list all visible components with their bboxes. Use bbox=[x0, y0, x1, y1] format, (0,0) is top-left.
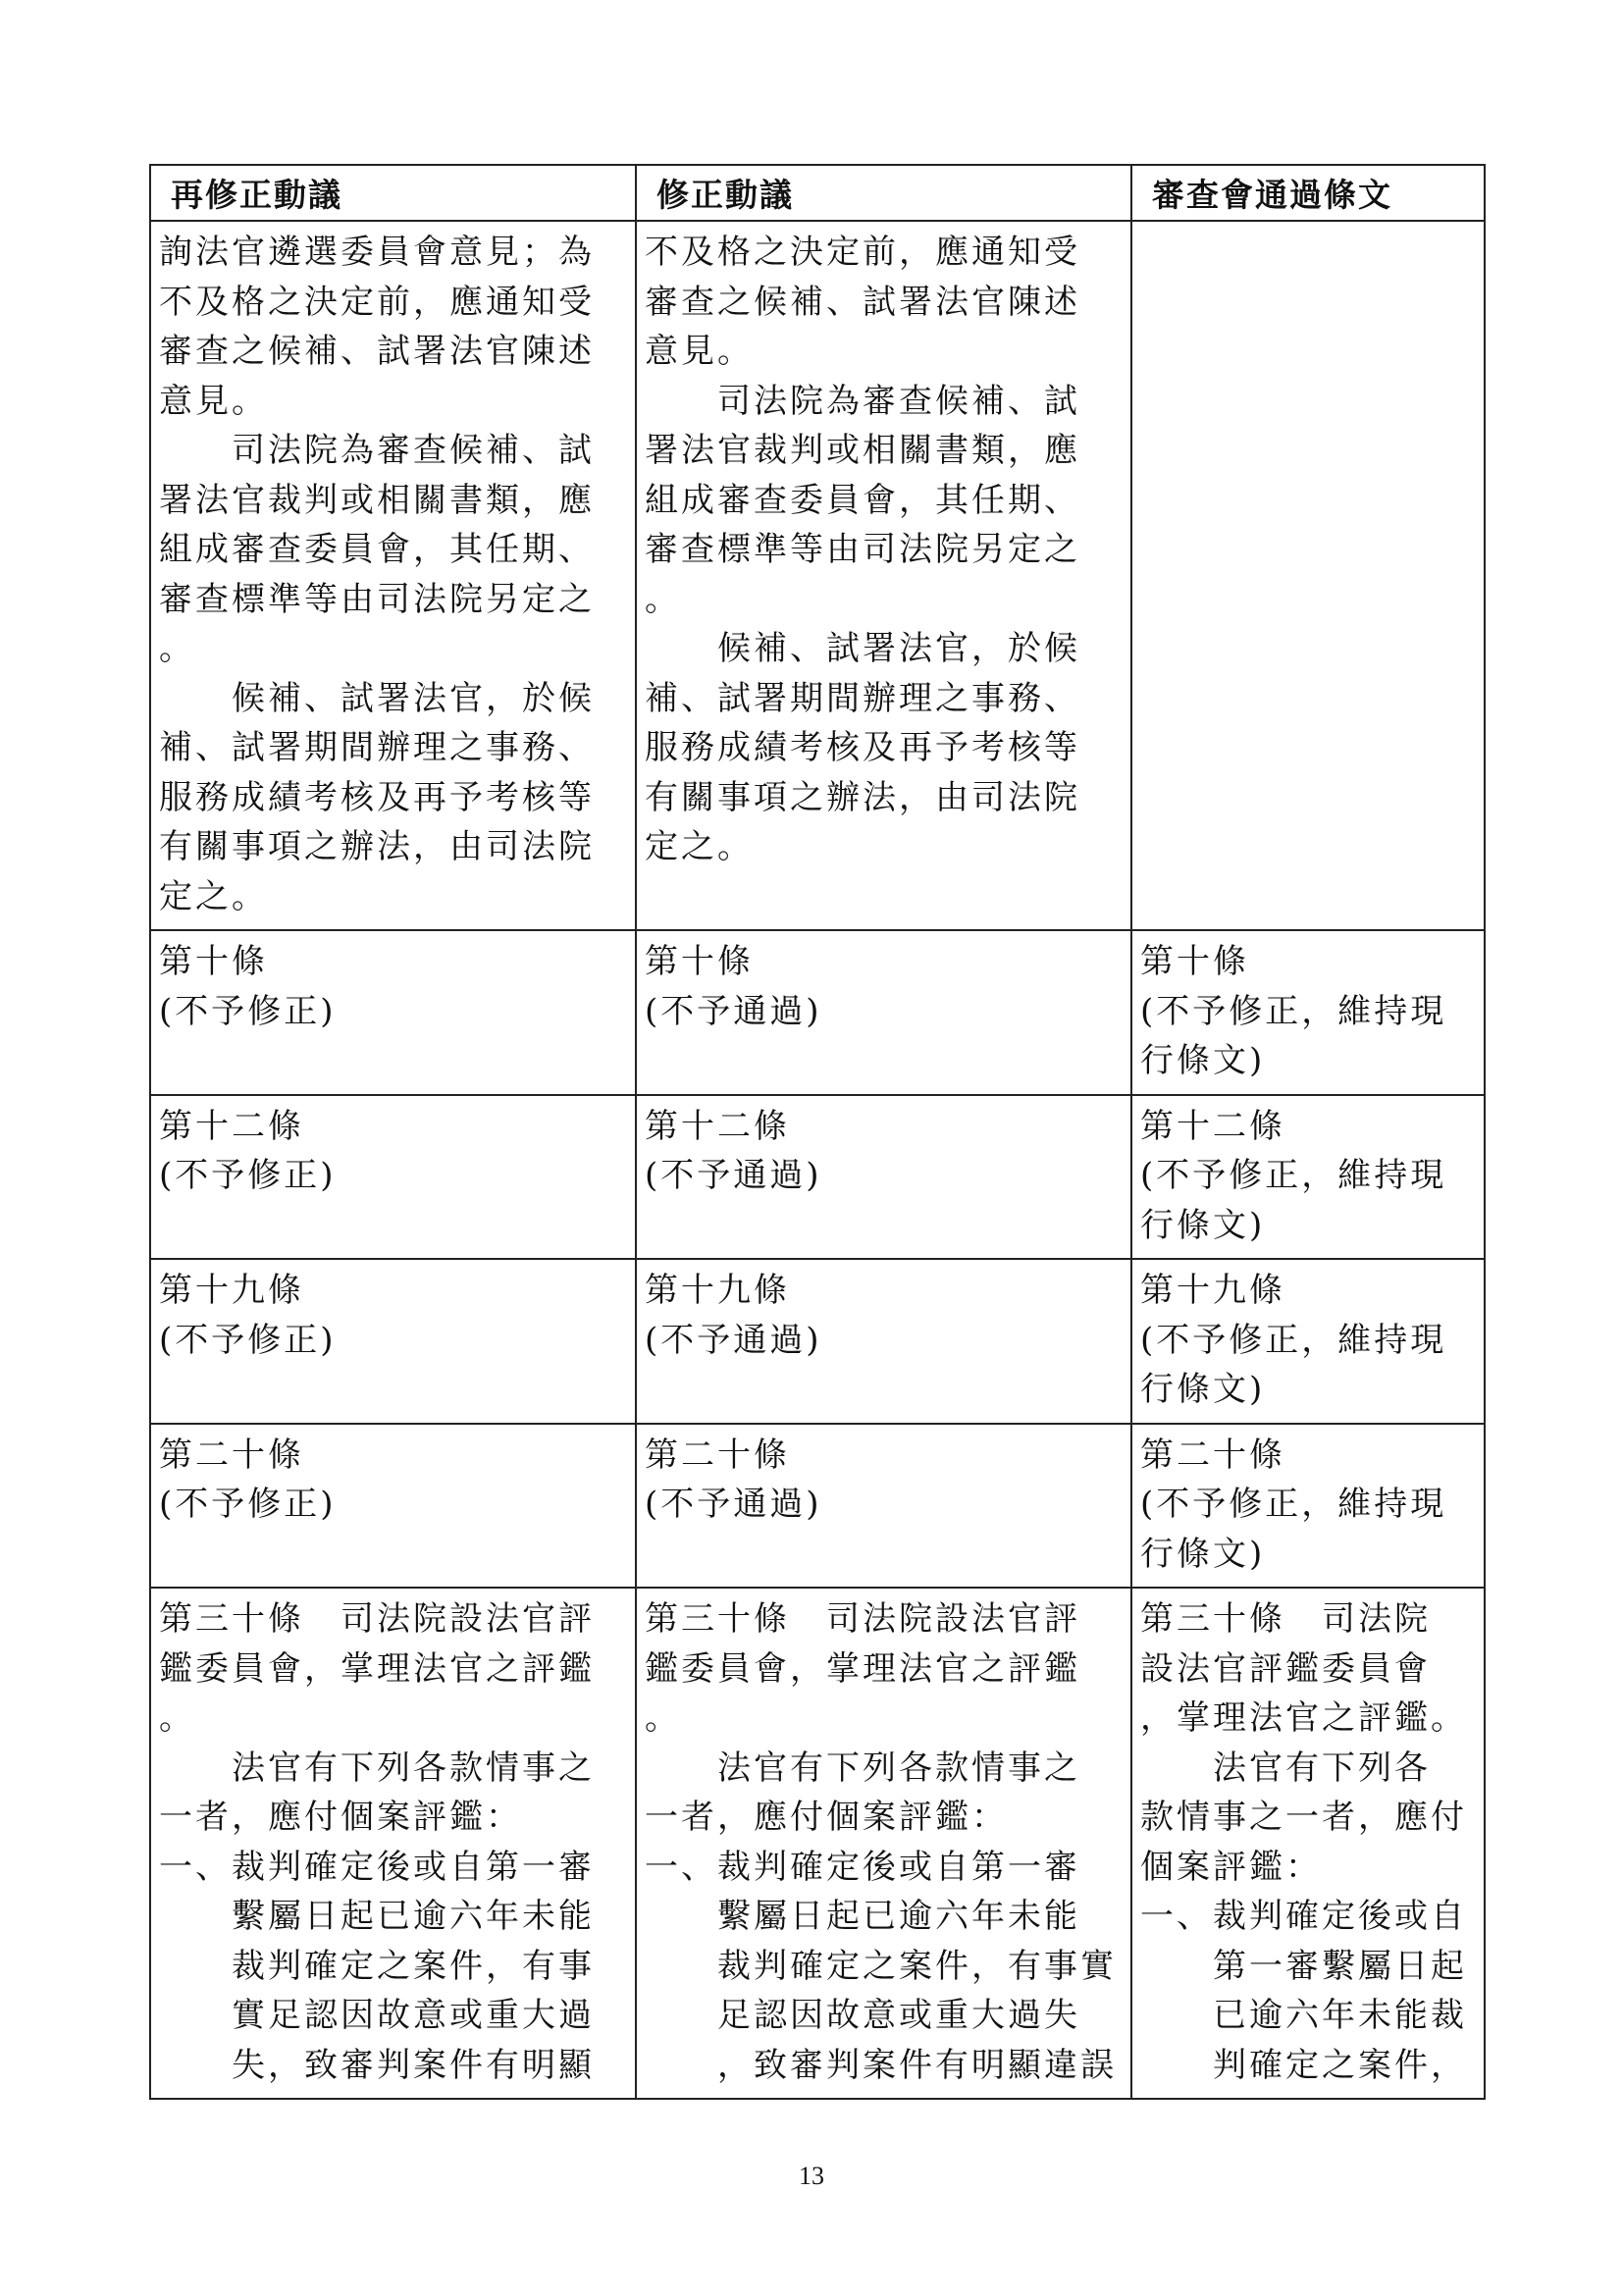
cell-text-line: 繫屬日起已逾六年未能 bbox=[645, 1897, 1080, 1936]
table-cell bbox=[636, 1095, 1131, 1260]
table-cell bbox=[1131, 930, 1485, 1095]
cell-text-line: ，掌理法官之評鑑。 bbox=[1140, 1698, 1467, 1738]
table-cell bbox=[636, 1259, 1131, 1424]
table-row bbox=[150, 221, 1485, 930]
cell-text-line: 不及格之決定前，應通知受 bbox=[159, 282, 595, 322]
cell-text-line: 行條文) bbox=[1140, 1205, 1266, 1245]
cell-text-line: 補、試署期間辦理之事務、 bbox=[159, 728, 595, 767]
cell-text-line: 有關事項之辦法，由司法院 bbox=[645, 777, 1080, 817]
cell-text-line: 第十九條 bbox=[159, 1271, 304, 1310]
table-cell bbox=[1131, 1424, 1485, 1589]
cell-text-line: (不予通過) bbox=[645, 1156, 822, 1195]
header-row bbox=[150, 165, 1485, 221]
cell-text-line: 詢法官遴選委員會意見；為 bbox=[159, 233, 595, 272]
table-cell bbox=[150, 1095, 636, 1260]
cell-text-line: 一、裁判確定後或自第一審 bbox=[159, 1847, 595, 1887]
cell-text-line: 繫屬日起已逾六年未能 bbox=[159, 1897, 595, 1936]
cell-text-line: 不及格之決定前，應通知受 bbox=[645, 233, 1080, 272]
cell-text-line: 第十條 bbox=[645, 942, 754, 981]
table-row bbox=[150, 930, 1485, 1095]
cell-text-line: (不予修正，維持現 bbox=[1140, 991, 1447, 1031]
cell-text-line: 裁判確定之案件，有事 bbox=[159, 1946, 595, 1986]
cell-text-line: 足認因故意或重大過失 bbox=[645, 1996, 1080, 2035]
cell-text-line: 補、試署期間辦理之事務、 bbox=[645, 678, 1080, 718]
cell-text-line: (不予通過) bbox=[645, 1320, 822, 1360]
cell-text-line: 第二十條 bbox=[1140, 1435, 1285, 1475]
cell-text-line: (不予通過) bbox=[645, 1485, 822, 1524]
cell-text-line: 司法院為審查候補、試 bbox=[645, 381, 1080, 421]
table-cell bbox=[1131, 221, 1485, 930]
cell-text-line: 司法院為審查候補、試 bbox=[159, 431, 595, 470]
cell-text-line: 有關事項之辦法，由司法院 bbox=[159, 827, 595, 866]
cell-text-line: 意見。 bbox=[645, 332, 754, 371]
cell-text-line: 候補、試署法官，於候 bbox=[645, 629, 1080, 668]
cell-text-line: 審查標準等由司法院另定之 bbox=[159, 579, 595, 619]
cell-text-line: 定之。 bbox=[159, 876, 268, 916]
table-cell bbox=[636, 930, 1131, 1095]
table-cell bbox=[150, 221, 636, 930]
cell-text-line: 審查標準等由司法院另定之 bbox=[645, 530, 1080, 569]
cell-text-line: 第十二條 bbox=[159, 1106, 304, 1146]
cell-text-line: 第十條 bbox=[159, 942, 268, 981]
cell-text-line: 行條文) bbox=[1140, 1041, 1266, 1080]
cell-text-line: (不予修正) bbox=[159, 1156, 337, 1195]
cell-text-line: (不予通過) bbox=[645, 991, 822, 1031]
table-row bbox=[150, 1259, 1485, 1424]
cell-text-line: 第十二條 bbox=[645, 1106, 790, 1146]
page-number: 13 bbox=[799, 2162, 824, 2190]
cell-text-line: (不予修正，維持現 bbox=[1140, 1485, 1447, 1524]
cell-text-line: 第三十條 司法院 bbox=[1140, 1599, 1431, 1639]
header-committee-passed-text: 審查會通過條文 bbox=[1131, 165, 1485, 221]
table-cell bbox=[150, 1588, 636, 2099]
cell-text-line: 審查之候補、試署法官陳述 bbox=[645, 282, 1080, 322]
cell-text-line: 第三十條 司法院設法官評 bbox=[645, 1599, 1080, 1639]
cell-text-line: 。 bbox=[645, 579, 681, 619]
table-cell bbox=[150, 930, 636, 1095]
cell-text-line: 意見。 bbox=[159, 381, 268, 421]
cell-text-line: 鑑委員會，掌理法官之評鑑 bbox=[159, 1648, 595, 1689]
cell-text-line: 第十九條 bbox=[1140, 1271, 1285, 1310]
table-cell bbox=[150, 1424, 636, 1589]
cell-text-line: (不予修正) bbox=[159, 991, 337, 1031]
cell-text-line: 署法官裁判或相關書類，應 bbox=[645, 431, 1080, 470]
cell-text-line: 第二十條 bbox=[645, 1435, 790, 1475]
cell-text-line: 一、裁判確定後或自 bbox=[1140, 1897, 1467, 1936]
cell-text-line: 已逾六年未能裁 bbox=[1140, 1996, 1467, 2035]
cell-text-line: 失，致審判案件有明顯 bbox=[159, 2045, 595, 2085]
table-row bbox=[150, 1588, 1485, 2099]
cell-text-line: 裁判確定之案件，有事實 bbox=[645, 1946, 1117, 1986]
cell-text-line: 服務成績考核及再予考核等 bbox=[645, 728, 1080, 767]
cell-text-line: 款情事之一者，應付 bbox=[1140, 1798, 1467, 1837]
comparison-table bbox=[149, 164, 1486, 2100]
cell-text-line: 第十條 bbox=[1140, 942, 1249, 981]
cell-text-line: 法官有下列各款情事之 bbox=[159, 1748, 595, 1788]
cell-text-line: 。 bbox=[645, 1698, 681, 1738]
table-cell bbox=[150, 1259, 636, 1424]
cell-text-line: 法官有下列各款情事之 bbox=[645, 1748, 1080, 1788]
table-cell bbox=[1131, 1259, 1485, 1424]
cell-text-line: 第十二條 bbox=[1140, 1106, 1285, 1146]
cell-text-line: 。 bbox=[159, 1698, 195, 1738]
cell-text-line: 定之。 bbox=[645, 827, 754, 866]
cell-text-line: 鑑委員會，掌理法官之評鑑 bbox=[645, 1648, 1080, 1689]
cell-text-line: 第十九條 bbox=[645, 1271, 790, 1310]
table-row bbox=[150, 1424, 1485, 1589]
cell-text-line: 服務成績考核及再予考核等 bbox=[159, 777, 595, 817]
cell-text-line: 第三十條 司法院設法官評 bbox=[159, 1599, 595, 1639]
cell-text-line: 一者，應付個案評鑑： bbox=[159, 1798, 522, 1837]
header-amendment-motion: 修正動議 bbox=[636, 165, 1131, 221]
table-row bbox=[150, 1095, 1485, 1260]
cell-text-line: 第一審繫屬日起 bbox=[1140, 1946, 1467, 1986]
cell-text-line: 組成審查委員會，其任期、 bbox=[645, 480, 1080, 520]
table-cell bbox=[1131, 1095, 1485, 1260]
cell-text-line: 候補、試署法官，於候 bbox=[159, 678, 595, 718]
cell-text-line: 判確定之案件， bbox=[1140, 2045, 1467, 2085]
cell-text-line: ，致審判案件有明顯違誤 bbox=[645, 2045, 1117, 2085]
table-cell bbox=[636, 1424, 1131, 1589]
cell-text-line: 署法官裁判或相關書類，應 bbox=[159, 480, 595, 520]
cell-text-line: (不予修正，維持現 bbox=[1140, 1320, 1447, 1360]
header-resubmitted-amendment: 再修正動議 bbox=[150, 165, 636, 221]
cell-text-line: 設法官評鑑委員會 bbox=[1140, 1648, 1431, 1689]
cell-text-line: 一者，應付個案評鑑： bbox=[645, 1798, 1008, 1837]
cell-text-line: (不予修正) bbox=[159, 1320, 337, 1360]
table-cell bbox=[636, 1588, 1131, 2099]
cell-text-line: (不予修正) bbox=[159, 1485, 337, 1524]
cell-text-line: 行條文) bbox=[1140, 1534, 1266, 1574]
cell-text-line: 行條文) bbox=[1140, 1370, 1266, 1409]
table-cell bbox=[636, 221, 1131, 930]
cell-text-line: 組成審查委員會，其任期、 bbox=[159, 530, 595, 569]
cell-text-line: 一、裁判確定後或自第一審 bbox=[645, 1847, 1080, 1887]
cell-text-line: 實足認因故意或重大過 bbox=[159, 1996, 595, 2035]
cell-text-line: 。 bbox=[159, 629, 195, 668]
cell-text-line: 法官有下列各 bbox=[1140, 1748, 1431, 1788]
cell-text-line: 審查之候補、試署法官陳述 bbox=[159, 332, 595, 371]
cell-text-line: 第二十條 bbox=[159, 1435, 304, 1475]
table-cell bbox=[1131, 1588, 1485, 2099]
cell-text-line: (不予修正，維持現 bbox=[1140, 1156, 1447, 1195]
cell-text-line: 個案評鑑： bbox=[1140, 1847, 1322, 1887]
